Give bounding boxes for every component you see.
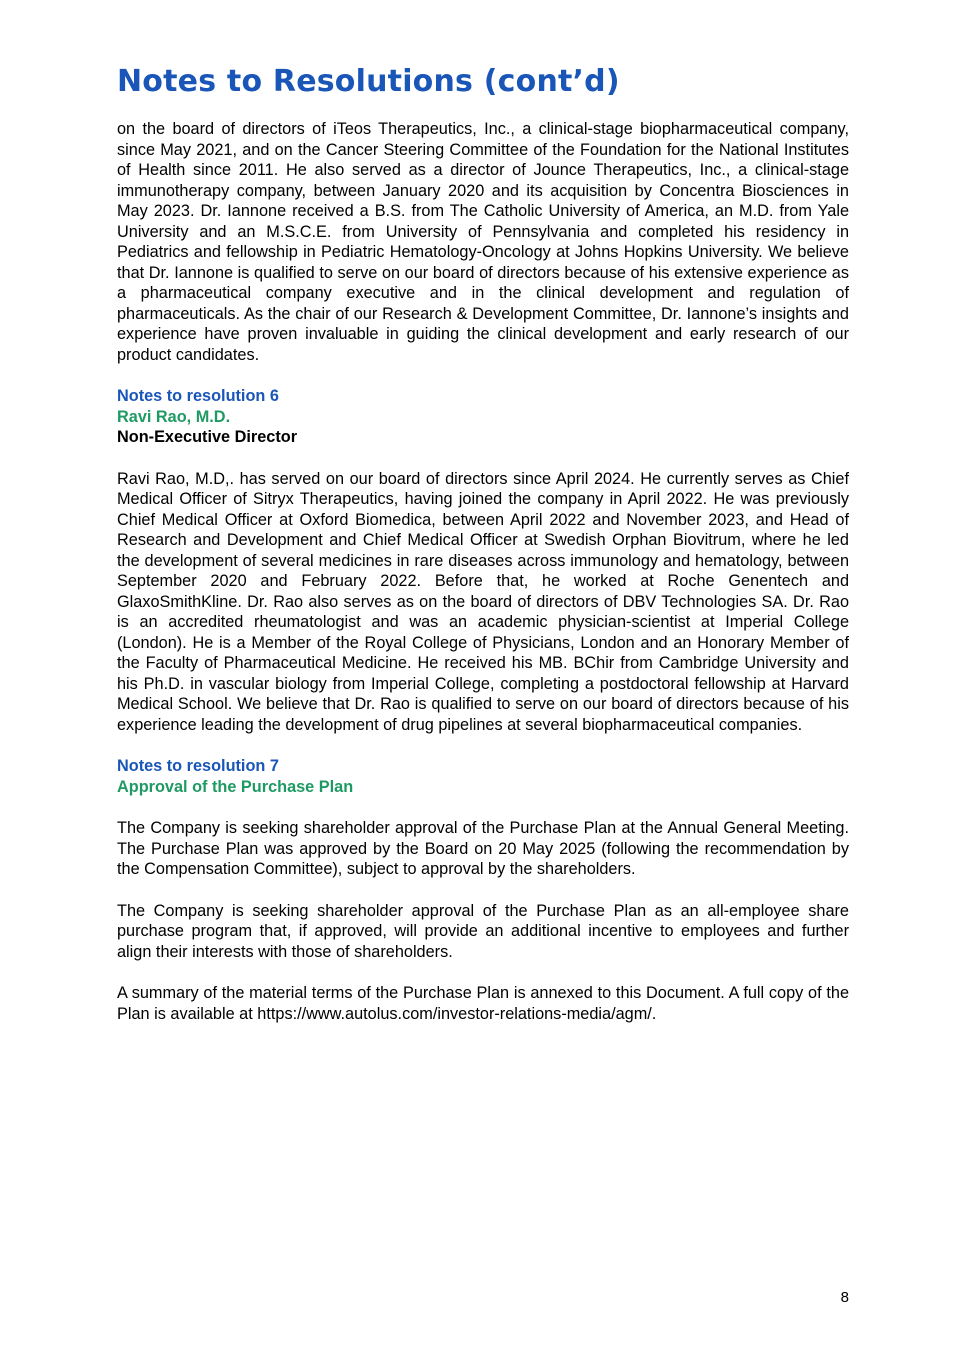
director-name: Ravi Rao, M.D. xyxy=(117,407,231,426)
page-number: 8 xyxy=(840,1289,849,1306)
resolution-6-heading: Notes to resolution 6 xyxy=(117,387,279,405)
director-bio-paragraph: Ravi Rao, M.D,. has served on our board of directors since April 2024. He currently serves as Chief Medical Officer of Sitryx Therapeutics, having joined the company in April 2022. He was previously Chief Medical Officer at Oxford Biomedica, between April 2022 and November 2023, and Head of Research and Development and Chief Medical Officer at Swedish Orphan Biovitrum, where he led the development of several medicines in rare diseases across immunology and hematology, between September 2020 and February 2022. Before that, he worked at Roche Genentech and GlaxoSmithKline. Dr. Rao also serves as on the board of directors of DBV Technologies SA. Dr. Rao is an accredited rheumatologist and was an academic physician-scientist at Imperial College (London). He is a Member of the Royal College of Physicians, London and an Honorary Member of the Faculty of Pharmaceutical Medicine. He received his MB. BChir from Cambridge University and his Ph.D. in vascular biology from Imperial College, completing a postdoctoral fellowship at Harvard Medical School. We believe that Dr. Rao is qualified to serve on our board of directors because of his experience leading the development of drug pipelines at several biopharmaceutical companies. xyxy=(117,469,849,734)
spacer xyxy=(117,365,849,386)
resolution-7-subheading: Approval of the Purchase Plan xyxy=(117,777,354,796)
purchase-plan-paragraph-3: A summary of the material terms of the Purchase Plan is annexed to this Document. A full copy of the Plan is available at https://www.autolus.com/investor-relations-media/agm/. xyxy=(117,984,849,1023)
purchase-plan-paragraph-1: The Company is seeking shareholder approval of the Purchase Plan at the Annual General Meeting. The Purchase Plan was approved by the Board on 20 May 2025 (following the recommendation by the Compensation Committee), subject to approval by the shareholders. xyxy=(117,819,849,878)
spacer xyxy=(117,880,849,901)
spacer xyxy=(117,735,849,756)
spacer xyxy=(117,797,849,818)
page-title: Notes to Resolutions (cont’d) xyxy=(117,64,620,99)
resolution-7-section xyxy=(117,756,849,1024)
continuation-paragraph: on the board of directors of iTeos Therapeutics, Inc., a clinical-stage biopharmaceutical company, since May 2021, and on the Cancer Steering Committee of the Foundation for the National Institutes of Health since 2011. He also served as a director of Jounce Therapeutics, Inc., a clinical-stage immunotherapy company, between January 2020 and its acquisition by Concentra Biosciences in May 2023. Dr. Iannone received a B.S. from The Catholic University of America, an M.D. from Yale University and an M.S.C.E. from University of Pennsylvania and completed his residency in Pediatrics and fellowship in Pediatric Hematology-Oncology at Johns Hopkins University. We believe that Dr. Iannone is qualified to serve on our board of directors because of his extensive experience as a pharmaceutical company executive and in the clinical development and regulation of pharmaceuticals. As the chair of our Research & Development Committee, Dr. Iannone’s insights and experience have proven invaluable in guiding the clinical development and early research of our product candidates. xyxy=(117,120,849,364)
resolution-7-heading: Notes to resolution 7 xyxy=(117,757,279,775)
document-page xyxy=(117,62,849,1024)
spacer xyxy=(117,448,849,469)
spacer xyxy=(117,962,849,983)
purchase-plan-paragraph-2: The Company is seeking shareholder approval of the Purchase Plan as an all-employee share purchase program that, if approved, will provide an additional incentive to employees and further align their interests with those of shareholders. xyxy=(117,901,849,961)
resolution-6-section xyxy=(117,386,849,735)
director-role: Non-Executive Director xyxy=(117,428,298,446)
